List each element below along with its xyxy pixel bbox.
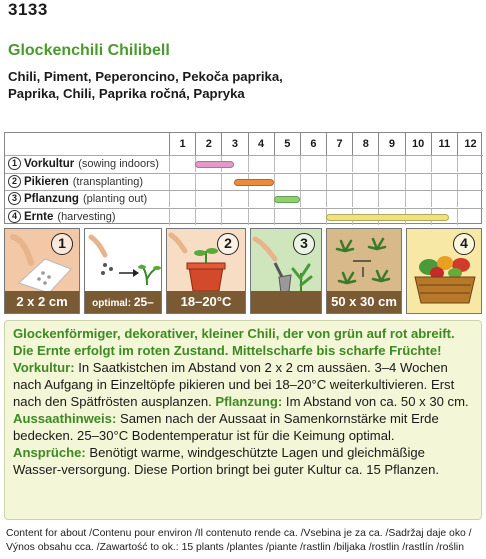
description-lead: Glockenförmiger, dekorativer, kleiner Chili, der von grün auf rot abreift. Die Ernte erfolgt im roten Zustand. Mittelscharfe bis scharfe Früchte! [13, 326, 455, 358]
germination-temp: 25– [133, 295, 154, 309]
month-gridline [169, 191, 170, 207]
step-number-2: 2 [217, 233, 239, 255]
pictogram-strip [4, 228, 482, 316]
month-header-11: 11 [431, 133, 457, 155]
month-header-9: 9 [378, 133, 404, 155]
step-number-icon: 1 [8, 157, 21, 170]
month-header-4: 4 [248, 133, 274, 155]
month-gridline [274, 174, 275, 190]
month-header-2: 2 [195, 133, 221, 155]
vorkultur-heading: Vorkultur: [13, 360, 75, 375]
month-gridline [352, 156, 353, 172]
aussaat-paragraph [13, 410, 473, 444]
pflanzung-text: Im Abstand von ca. 50 x 30 cm. [282, 394, 469, 409]
month-gridline [405, 156, 406, 172]
month-gridline [169, 174, 170, 190]
description-panel [4, 320, 482, 520]
month-gridline [221, 191, 222, 207]
product-code: 3133 [8, 0, 48, 19]
step-number-icon: 3 [8, 192, 21, 205]
footer-line-2: Výnos obsahu cca. /Zawartość to ok.: 15 plants /plantes /piante /rastlin /biljaka /rostlin /rastlín /roślin [6, 542, 464, 553]
anspruch-text: Benötigt warme, windgeschützte Lagen und gleichmäßige Wasser-versorgung. Diese Portion bringt bei guter Kultur ca. 15 Pflanzen. [13, 445, 440, 477]
month-header-3: 3 [221, 133, 247, 155]
month-header-7: 7 [326, 133, 352, 155]
month-gridline [326, 191, 327, 207]
calendar-period-bar [274, 196, 300, 203]
calendar-month-header [169, 133, 483, 155]
month-gridline [378, 174, 379, 190]
month-gridline [248, 156, 249, 172]
month-gridline [221, 209, 222, 225]
month-gridline [352, 191, 353, 207]
step-number-1: 1 [51, 233, 73, 255]
pictogram-sowing [4, 228, 80, 314]
month-gridline [457, 209, 458, 225]
month-gridline [195, 174, 196, 190]
calendar-row-label [8, 175, 143, 188]
step-number-4: 4 [453, 233, 475, 255]
germination-icon [85, 229, 162, 293]
month-gridline [195, 209, 196, 225]
step-label: Vorkultur [24, 158, 75, 170]
names-line-1: Chili, Piment, Peperoncino, Pekoča paprika, [8, 69, 283, 84]
calendar-row-label [8, 210, 115, 223]
calendar-row-pflanzung [5, 190, 483, 207]
pictogram-spacing [326, 228, 402, 314]
step-number-icon: 4 [8, 210, 21, 223]
sowing-calendar [4, 132, 482, 224]
month-gridline [221, 174, 222, 190]
month-header-6: 6 [300, 133, 326, 155]
step-number-icon: 2 [8, 175, 21, 188]
step-label: Pikieren [24, 175, 69, 188]
calendar-period-bar [234, 179, 273, 186]
pictogram-germination [84, 228, 162, 314]
month-header-1: 1 [169, 133, 195, 155]
month-gridline [431, 156, 432, 172]
month-gridline [248, 209, 249, 225]
month-header-8: 8 [352, 133, 378, 155]
month-gridline [405, 174, 406, 190]
pictogram-harvest [406, 228, 482, 314]
step-label: Ernte [24, 210, 54, 223]
month-gridline [326, 174, 327, 190]
germination-temp-label [85, 291, 161, 313]
content-footer [6, 527, 482, 555]
month-header-10: 10 [405, 133, 431, 155]
month-gridline [378, 191, 379, 207]
month-gridline [457, 191, 458, 207]
vorkultur-text: In Saatkistchen im Abstand von 2 x 2 cm aussäen. 3–4 Wochen nach Aufgang in Einzeltöpfe pikieren und bei 18–20°C weiterkultivieren. Erst nach den Spätfrösten ausplanzen. [13, 360, 455, 409]
month-gridline [431, 191, 432, 207]
month-gridline [169, 156, 170, 172]
aussaat-text: Samen nach der Aussaat in Samenkornstärke mit Erde bedecken. 25–30°C Bodentemperatur ist für die Keimung optimal. [13, 411, 439, 443]
month-gridline [169, 209, 170, 225]
step-label-en: (harvesting) [57, 210, 116, 223]
month-header-12: 12 [457, 133, 483, 155]
product-names [8, 68, 478, 102]
calendar-row-label [8, 157, 159, 170]
month-gridline [378, 156, 379, 172]
aussaat-heading: Aussaathinweis: [13, 411, 117, 426]
month-gridline [405, 191, 406, 207]
anspruch-heading: Ansprüche: [13, 445, 86, 460]
month-gridline [300, 209, 301, 225]
month-gridline [274, 209, 275, 225]
sowing-distance-label: 2 x 2 cm [5, 291, 79, 313]
footer-line-1: Content for about /Contenu pour environ /Il contenuto rende ca. /Vsebina je za ca. /Sadržaj daje oko / [6, 528, 472, 539]
month-gridline [352, 174, 353, 190]
month-gridline [274, 156, 275, 172]
spacing-icon [327, 229, 402, 293]
month-gridline [300, 191, 301, 207]
product-title: Glockenchili Chilibell [8, 42, 170, 59]
calendar-row-pikieren [5, 173, 483, 190]
names-line-2: Paprika, Chili, Paprika ročná, Papryka [8, 86, 245, 101]
pictogram-pricking [166, 228, 246, 314]
vorkultur-paragraph [13, 359, 473, 410]
germination-prefix: optimal: [92, 298, 132, 309]
step-label-en: (planting out) [82, 193, 148, 205]
month-gridline [457, 174, 458, 190]
step-label: Pflanzung [24, 193, 79, 205]
month-gridline [195, 191, 196, 207]
calendar-row-ernte [5, 208, 483, 225]
month-gridline [326, 156, 327, 172]
calendar-row-vorkultur [5, 155, 483, 172]
step-label-en: (transplanting) [72, 175, 144, 188]
month-gridline [248, 191, 249, 207]
step-label-en: (sowing indoors) [78, 158, 159, 170]
month-gridline [431, 174, 432, 190]
step-number-3: 3 [293, 233, 315, 255]
calendar-row-label [8, 192, 147, 205]
pricking-temp-label: 18–20°C [167, 291, 245, 313]
calendar-period-bar [326, 214, 449, 221]
pictogram-planting [250, 228, 322, 314]
spacing-label: 50 x 30 cm [327, 291, 401, 313]
month-gridline [457, 156, 458, 172]
month-header-5: 5 [274, 133, 300, 155]
calendar-period-bar [195, 161, 234, 168]
month-gridline [300, 156, 301, 172]
month-gridline [300, 174, 301, 190]
anspruch-paragraph [13, 444, 473, 478]
pflanzung-heading: Pflanzung: [215, 394, 283, 409]
